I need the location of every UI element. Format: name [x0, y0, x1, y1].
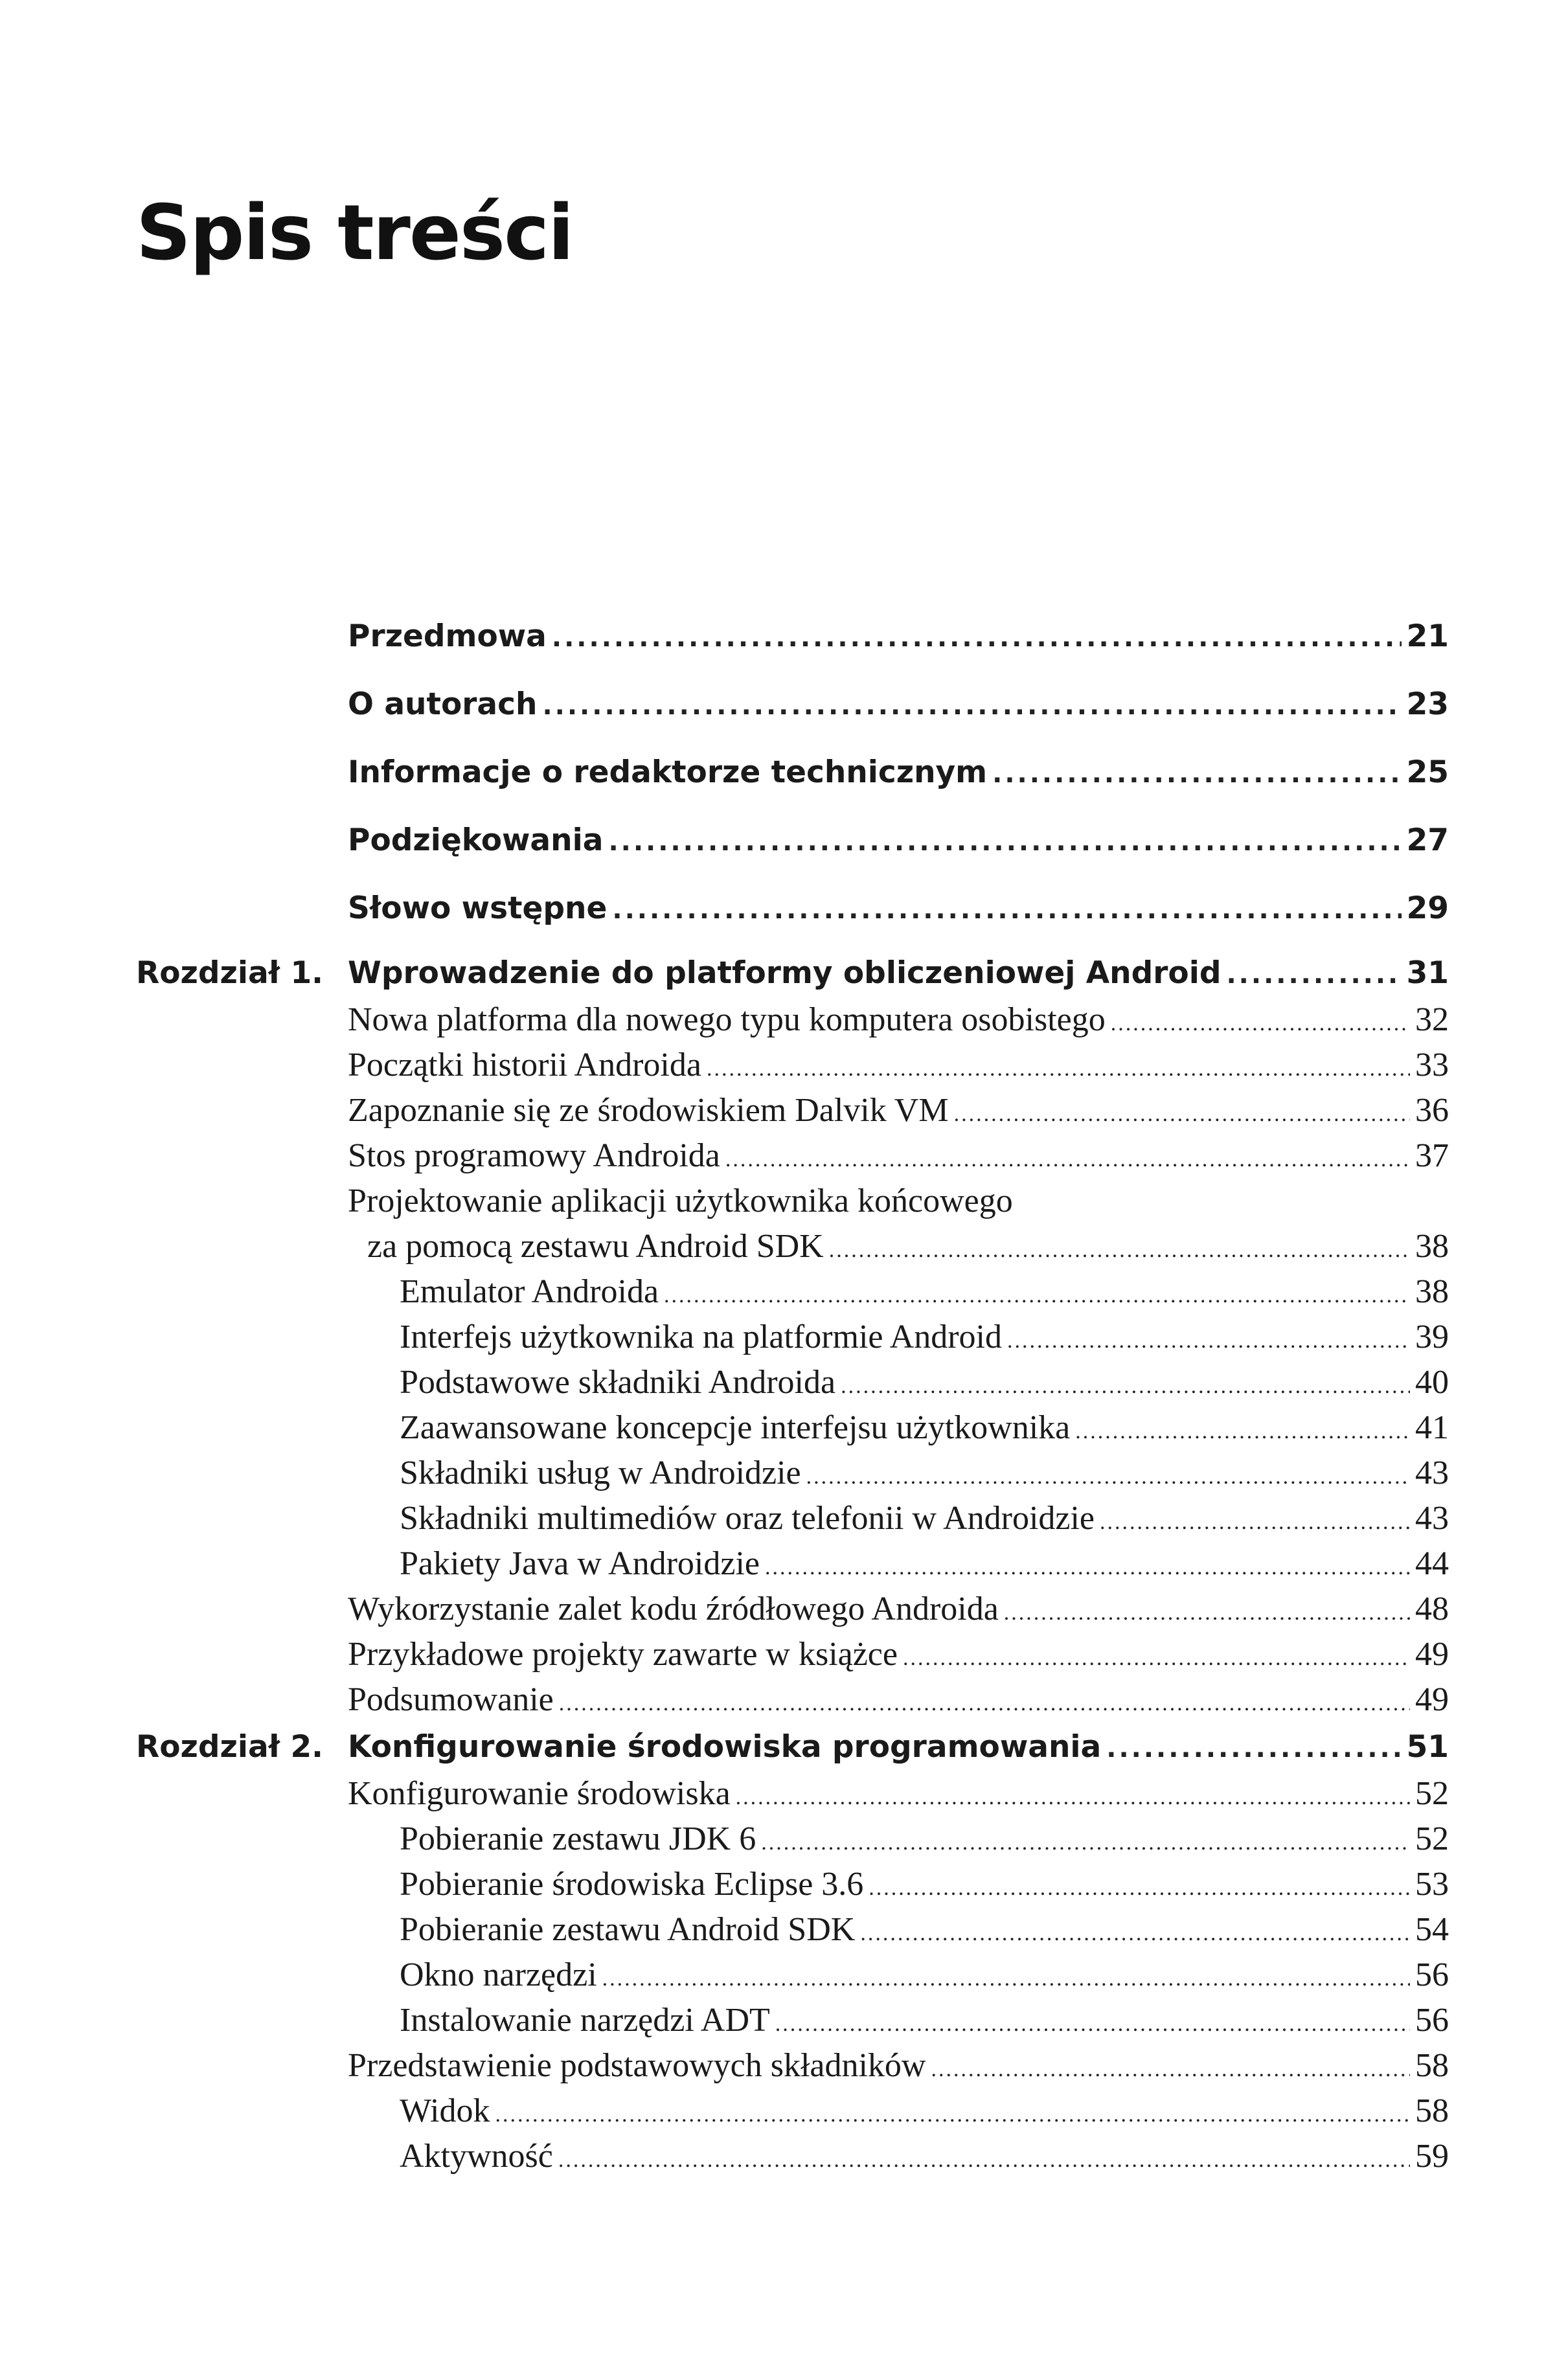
dot-leader — [954, 1102, 1410, 1127]
toc-entry-label: Pobieranie zestawu JDK 6 — [400, 1820, 756, 1857]
toc-subsection[interactable] — [400, 1545, 1449, 1583]
toc-entry-authors[interactable] — [348, 686, 1449, 722]
dot-leader — [806, 1465, 1410, 1489]
toc-entry-label: Widok — [400, 2092, 490, 2129]
toc-entry-label: Przedstawienie podstawowych składników — [348, 2047, 926, 2084]
dot-leader — [761, 1831, 1410, 1855]
toc-subsection[interactable] — [400, 1363, 1449, 1401]
toc-entry-label: za pomocą zestawu Android SDK — [367, 1228, 824, 1265]
dot-leader — [552, 623, 1402, 653]
toc-entry-label: Konfigurowanie środowiska — [348, 1775, 731, 1812]
toc-entry-label: Podstawowe składniki Androida — [400, 1364, 836, 1401]
dot-leader — [775, 2012, 1410, 2037]
dot-leader — [612, 895, 1401, 925]
dot-leader — [1106, 1734, 1401, 1763]
chapter-title: Konfigurowanie środowiska programowania — [348, 1729, 1102, 1765]
toc-subsection[interactable] — [400, 1318, 1449, 1356]
toc-page-number: 23 — [1406, 686, 1449, 722]
toc-chapter-1[interactable] — [348, 955, 1449, 991]
dot-leader — [1100, 1510, 1410, 1535]
toc-page-number: 56 — [1415, 1956, 1449, 1993]
toc-entry-label: Emulator Androida — [400, 1273, 659, 1310]
toc-page-number: 43 — [1415, 1455, 1449, 1491]
dot-leader — [725, 1148, 1410, 1172]
toc-page-number: 38 — [1415, 1273, 1449, 1310]
toc-entry-label: Instalowanie narzędzi ADT — [400, 2002, 770, 2039]
toc-section[interactable] — [348, 1774, 1449, 1813]
dot-leader — [860, 1921, 1410, 1946]
toc-entry-label: Podziękowania — [348, 822, 604, 858]
toc-entry-preface[interactable] — [348, 618, 1449, 654]
toc-entry-label: Nowa platforma dla nowego typu komputera osobistego — [348, 1001, 1106, 1038]
toc-page-number: 40 — [1415, 1364, 1449, 1401]
dot-leader — [829, 1238, 1410, 1263]
toc-section-line1[interactable]: Projektowanie aplikacji użytkownika końcowego — [348, 1183, 1013, 1219]
toc-page-number: 27 — [1406, 822, 1449, 858]
toc-entry-label: Zapoznanie się ze środowiskiem Dalvik VM — [348, 1092, 949, 1129]
toc-page-number: 43 — [1415, 1500, 1449, 1537]
toc-entry-label: Pobieranie środowiska Eclipse 3.6 — [400, 1866, 864, 1903]
dot-leader — [542, 691, 1401, 721]
toc-page-number: 33 — [1415, 1047, 1449, 1083]
toc-page-number: 56 — [1415, 2002, 1449, 2039]
chapter-1-label: Rozdział 1. — [136, 955, 324, 991]
toc-entry-label: Podsumowanie — [348, 1681, 554, 1718]
toc-page-number: 54 — [1415, 1911, 1449, 1948]
toc-entry-label: Aktywność — [400, 2138, 553, 2175]
toc-subsection[interactable] — [400, 1956, 1449, 1994]
toc-page-number: 29 — [1406, 890, 1449, 926]
dot-leader — [602, 1967, 1410, 1991]
toc-page-number: 49 — [1415, 1681, 1449, 1718]
toc-entry-label: Zaawansowane koncepcje interfejsu użytkownika — [400, 1409, 1071, 1446]
toc-page-number: 44 — [1415, 1545, 1449, 1582]
toc-page-number: 32 — [1415, 1001, 1449, 1038]
toc-entry-label: Okno narzędzi — [400, 1956, 597, 1993]
toc-page-number: 49 — [1415, 1636, 1449, 1673]
toc-page-number: 25 — [1406, 754, 1449, 790]
toc-entry-label: Przedmowa — [348, 618, 547, 654]
toc-page-number: 21 — [1406, 618, 1449, 654]
toc-chapter-2[interactable] — [348, 1729, 1449, 1765]
toc-section[interactable] — [367, 1227, 1449, 1265]
toc-section[interactable] — [348, 1001, 1449, 1039]
dot-leader — [1226, 960, 1401, 990]
dot-leader — [903, 1646, 1410, 1671]
toc-entry-label: Wykorzystanie zalet kodu źródłowego Androida — [348, 1591, 999, 1627]
toc-page-number: 52 — [1415, 1775, 1449, 1812]
dot-leader — [992, 759, 1401, 789]
toc-entry-foreword[interactable] — [348, 890, 1449, 926]
dot-leader — [931, 2057, 1410, 2082]
dot-leader — [1007, 1329, 1410, 1353]
toc-entry-label: Początki historii Androida — [348, 1047, 701, 1083]
toc-entry-label: Przykładowe projekty zawarte w książce — [348, 1636, 898, 1673]
dot-leader — [869, 1876, 1410, 1901]
toc-section[interactable] — [348, 2046, 1449, 2085]
toc-section[interactable] — [348, 1635, 1449, 1673]
toc-subsection[interactable] — [400, 2001, 1449, 2039]
toc-subsection[interactable] — [400, 1409, 1449, 1447]
chapter-2-label: Rozdział 2. — [136, 1729, 324, 1765]
toc-page-number: 31 — [1406, 955, 1449, 991]
dot-leader — [1111, 1012, 1410, 1036]
toc-page-number: 53 — [1415, 1866, 1449, 1903]
toc-page-number: 38 — [1415, 1228, 1449, 1265]
toc-entry-label: Pakiety Java w Androidzie — [400, 1545, 760, 1582]
dot-leader — [736, 1785, 1410, 1810]
toc-page-number: 39 — [1415, 1319, 1449, 1355]
dot-leader — [558, 2148, 1410, 2173]
dot-leader — [765, 1556, 1410, 1580]
toc-subsection[interactable] — [400, 1499, 1449, 1537]
toc-subsection[interactable] — [400, 1820, 1449, 1858]
chapter-title: Wprowadzenie do platformy obliczeniowej Android — [348, 955, 1221, 991]
dot-leader — [841, 1374, 1410, 1399]
dot-leader — [495, 2103, 1410, 2127]
toc-page-number: 52 — [1415, 1820, 1449, 1857]
toc-entry-tech-editor[interactable] — [348, 754, 1449, 790]
toc-entry-label: O autorach — [348, 686, 538, 722]
toc-entry-label: Słowo wstępne — [348, 890, 608, 926]
dot-leader — [1075, 1420, 1410, 1444]
toc-subsection[interactable] — [400, 2137, 1449, 2175]
toc-entry-label: Składniki usług w Androidzie — [400, 1455, 801, 1491]
toc-section[interactable] — [348, 1590, 1449, 1628]
toc-section[interactable] — [348, 1137, 1449, 1175]
toc-page-number: 51 — [1406, 1729, 1449, 1765]
toc-subsection[interactable] — [400, 1910, 1449, 1949]
toc-page-number: 37 — [1415, 1137, 1449, 1174]
toc-page-number: 58 — [1415, 2047, 1449, 2084]
toc-page-number: 36 — [1415, 1092, 1449, 1129]
toc-section[interactable] — [348, 1681, 1449, 1719]
dot-leader — [559, 1692, 1410, 1716]
toc-subsection[interactable] — [400, 2092, 1449, 2130]
toc-page-number: 41 — [1415, 1409, 1449, 1446]
page-title: Spis treści — [136, 188, 573, 277]
toc-entry-label: Składniki multimediów oraz telefonii w Androidzie — [400, 1500, 1095, 1537]
toc-section[interactable] — [348, 1046, 1449, 1084]
toc-entry-label: Informacje o redaktorze technicznym — [348, 754, 988, 790]
toc-page-number: 59 — [1415, 2138, 1449, 2175]
dot-leader — [1004, 1601, 1410, 1625]
dot-leader — [707, 1057, 1410, 1082]
toc-page-number: 48 — [1415, 1591, 1449, 1627]
toc-entry-acknowledgements[interactable] — [348, 822, 1449, 858]
toc-subsection[interactable] — [400, 1865, 1449, 1903]
toc-subsection[interactable] — [400, 1273, 1449, 1311]
toc-subsection[interactable] — [400, 1454, 1449, 1492]
toc-page-number: 58 — [1415, 2092, 1449, 2129]
toc-section[interactable] — [348, 1091, 1449, 1129]
toc-entry-label: Pobieranie zestawu Android SDK — [400, 1911, 856, 1948]
dot-leader — [664, 1284, 1410, 1308]
toc-entry-label: Stos programowy Androida — [348, 1137, 720, 1174]
dot-leader — [608, 827, 1401, 857]
toc-entry-label: Interfejs użytkownika na platformie Android — [400, 1319, 1002, 1355]
